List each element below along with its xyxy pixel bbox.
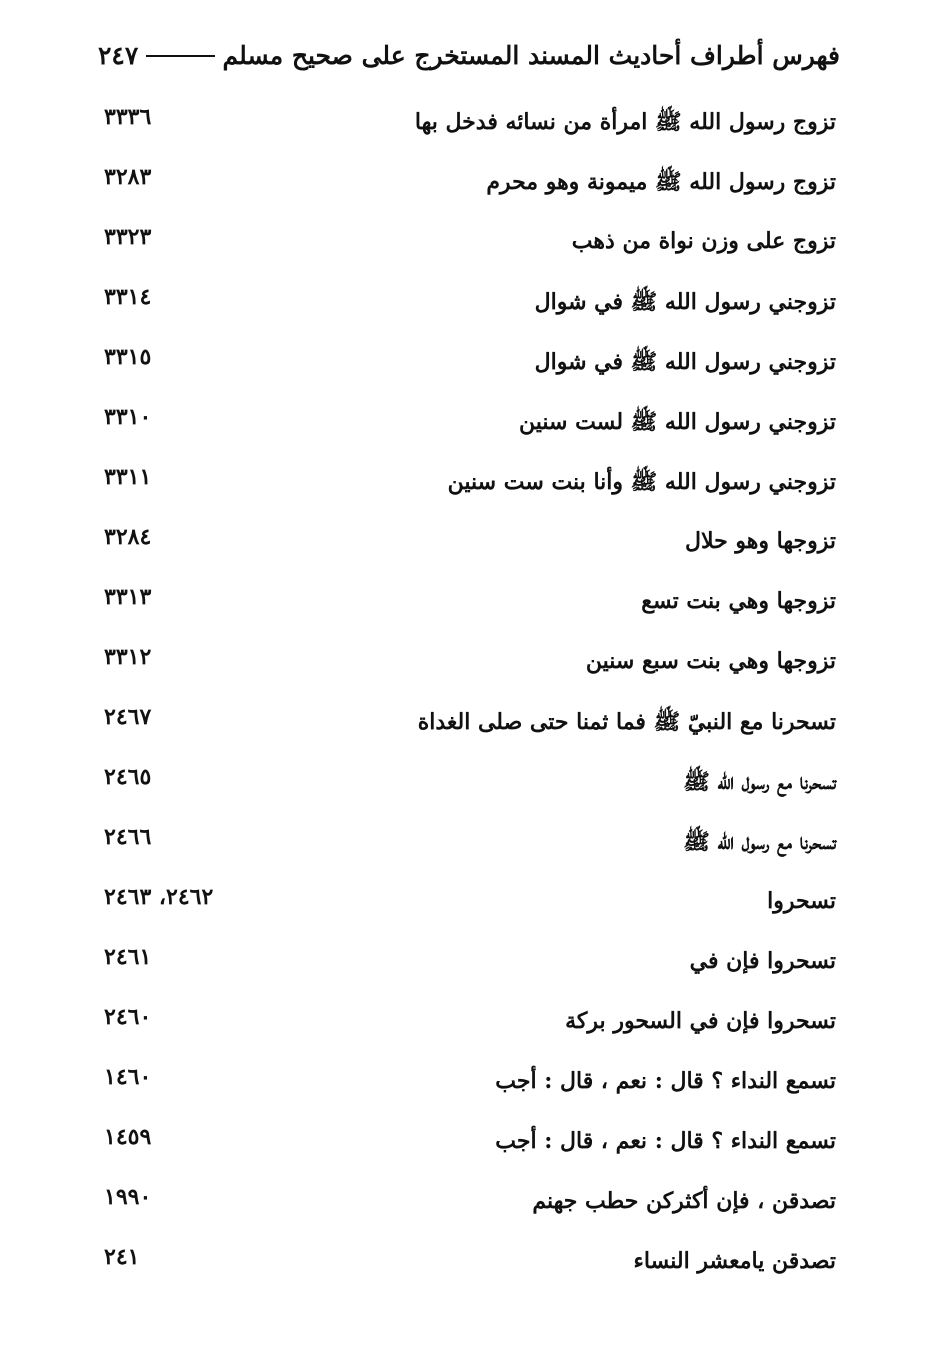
index-entry [0, 938, 940, 998]
index-entry [0, 758, 940, 818]
entry-refs: ١٤٦٠ [104, 1064, 152, 1090]
entry-refs: ١٤٥٩ [104, 1124, 152, 1150]
running-title: فهرس أطراف أحاديث المسند المستخرج على صحيح مسلم [222, 41, 840, 70]
entry-refs: ٢٤٦٢، ٢٤٦٣ [104, 884, 214, 910]
entry-refs: ١٩٩٠ [104, 1184, 152, 1210]
index-entry [0, 278, 940, 338]
index-entry [0, 518, 940, 578]
entry-refs: ٣٢٨٤ [104, 524, 152, 550]
index-entry [0, 698, 940, 758]
header-rule [146, 55, 214, 57]
entry-text: تسحروا [767, 888, 836, 914]
entry-text: تسحروا فإن في [689, 948, 836, 974]
entry-text: تزوجها وهي بنت سبع سنين [585, 648, 836, 674]
page-number: ٢٤٧ [98, 41, 139, 70]
entry-refs: ٢٤٦٠ [104, 1004, 152, 1030]
entry-text: تزوجها وهي بنت تسع [641, 588, 836, 614]
entry-text: تزوجني رسول الله ﷺ لست سنين [518, 409, 836, 435]
entry-refs: ٣٣١٢ [104, 644, 152, 670]
index-entries [0, 98, 940, 1298]
index-entry [0, 218, 940, 278]
index-entry [0, 1178, 940, 1238]
entry-text: تزوجني رسول الله ﷺ وأنا بنت ست سنين [447, 469, 836, 495]
entry-text: تزوج على وزن نواة من ذهب [571, 228, 836, 254]
index-entry [0, 878, 940, 938]
entry-refs: ٣٣١١ [104, 464, 152, 490]
index-entry [0, 98, 940, 158]
index-entry [0, 1238, 940, 1298]
index-entry [0, 338, 940, 398]
running-header [98, 36, 840, 76]
entry-text: تصدقن ، فإن أكثركن حطب جهنم [532, 1188, 836, 1214]
index-entry [0, 578, 940, 638]
entry-refs: ٣٣٣٦ [104, 104, 152, 130]
entry-refs: ٣٣١٤ [104, 284, 152, 310]
index-entry [0, 398, 940, 458]
index-entry [0, 998, 940, 1058]
index-entry [0, 818, 940, 878]
entry-text: تسحرنا مع رسول الله ﷺ [683, 829, 836, 855]
entry-text: تزوجني رسول الله ﷺ في شوال [534, 289, 836, 315]
entry-text: تصدقن يامعشر النساء [633, 1248, 836, 1274]
entry-refs: ٢٤٦١ [104, 944, 152, 970]
entry-refs: ٣٢٨٣ [104, 164, 152, 190]
entry-refs: ٢٤٦٥ [104, 764, 152, 790]
entry-text: تزوج رسول الله ﷺ ميمونة وهو محرم [486, 169, 836, 195]
entry-refs: ٣٣١٥ [104, 344, 152, 370]
entry-text: تسمع النداء ؟ قال : نعم ، قال : أجب [495, 1068, 836, 1094]
entry-refs: ٣٣٢٣ [104, 224, 152, 250]
entry-refs: ٣٣١٠ [104, 404, 152, 430]
entry-text: تزوجها وهو حلال [685, 528, 836, 554]
entry-text: تزوجني رسول الله ﷺ في شوال [534, 349, 836, 375]
index-entry [0, 638, 940, 698]
entry-refs: ٢٤٦٦ [104, 824, 152, 850]
index-entry [0, 458, 940, 518]
entry-text: تسحرنا مع النبيّ ﷺ فما ثمنا حتى صلى الغداة [417, 709, 836, 735]
entry-refs: ٢٤١ [104, 1244, 140, 1270]
entry-refs: ٢٤٦٧ [104, 704, 152, 730]
index-entry [0, 158, 940, 218]
index-entry [0, 1118, 940, 1178]
entry-text: تزوج رسول الله ﷺ امرأة من نسائه فدخل بها [414, 109, 836, 135]
entry-text: تسمع النداء ؟ قال : نعم ، قال : أجب [495, 1128, 836, 1154]
entry-text: تسحروا فإن في السحور بركة [565, 1008, 836, 1034]
index-entry [0, 1058, 940, 1118]
entry-text: تسحرنا مع رسول الله ﷺ [683, 769, 836, 795]
entry-refs: ٣٣١٣ [104, 584, 152, 610]
